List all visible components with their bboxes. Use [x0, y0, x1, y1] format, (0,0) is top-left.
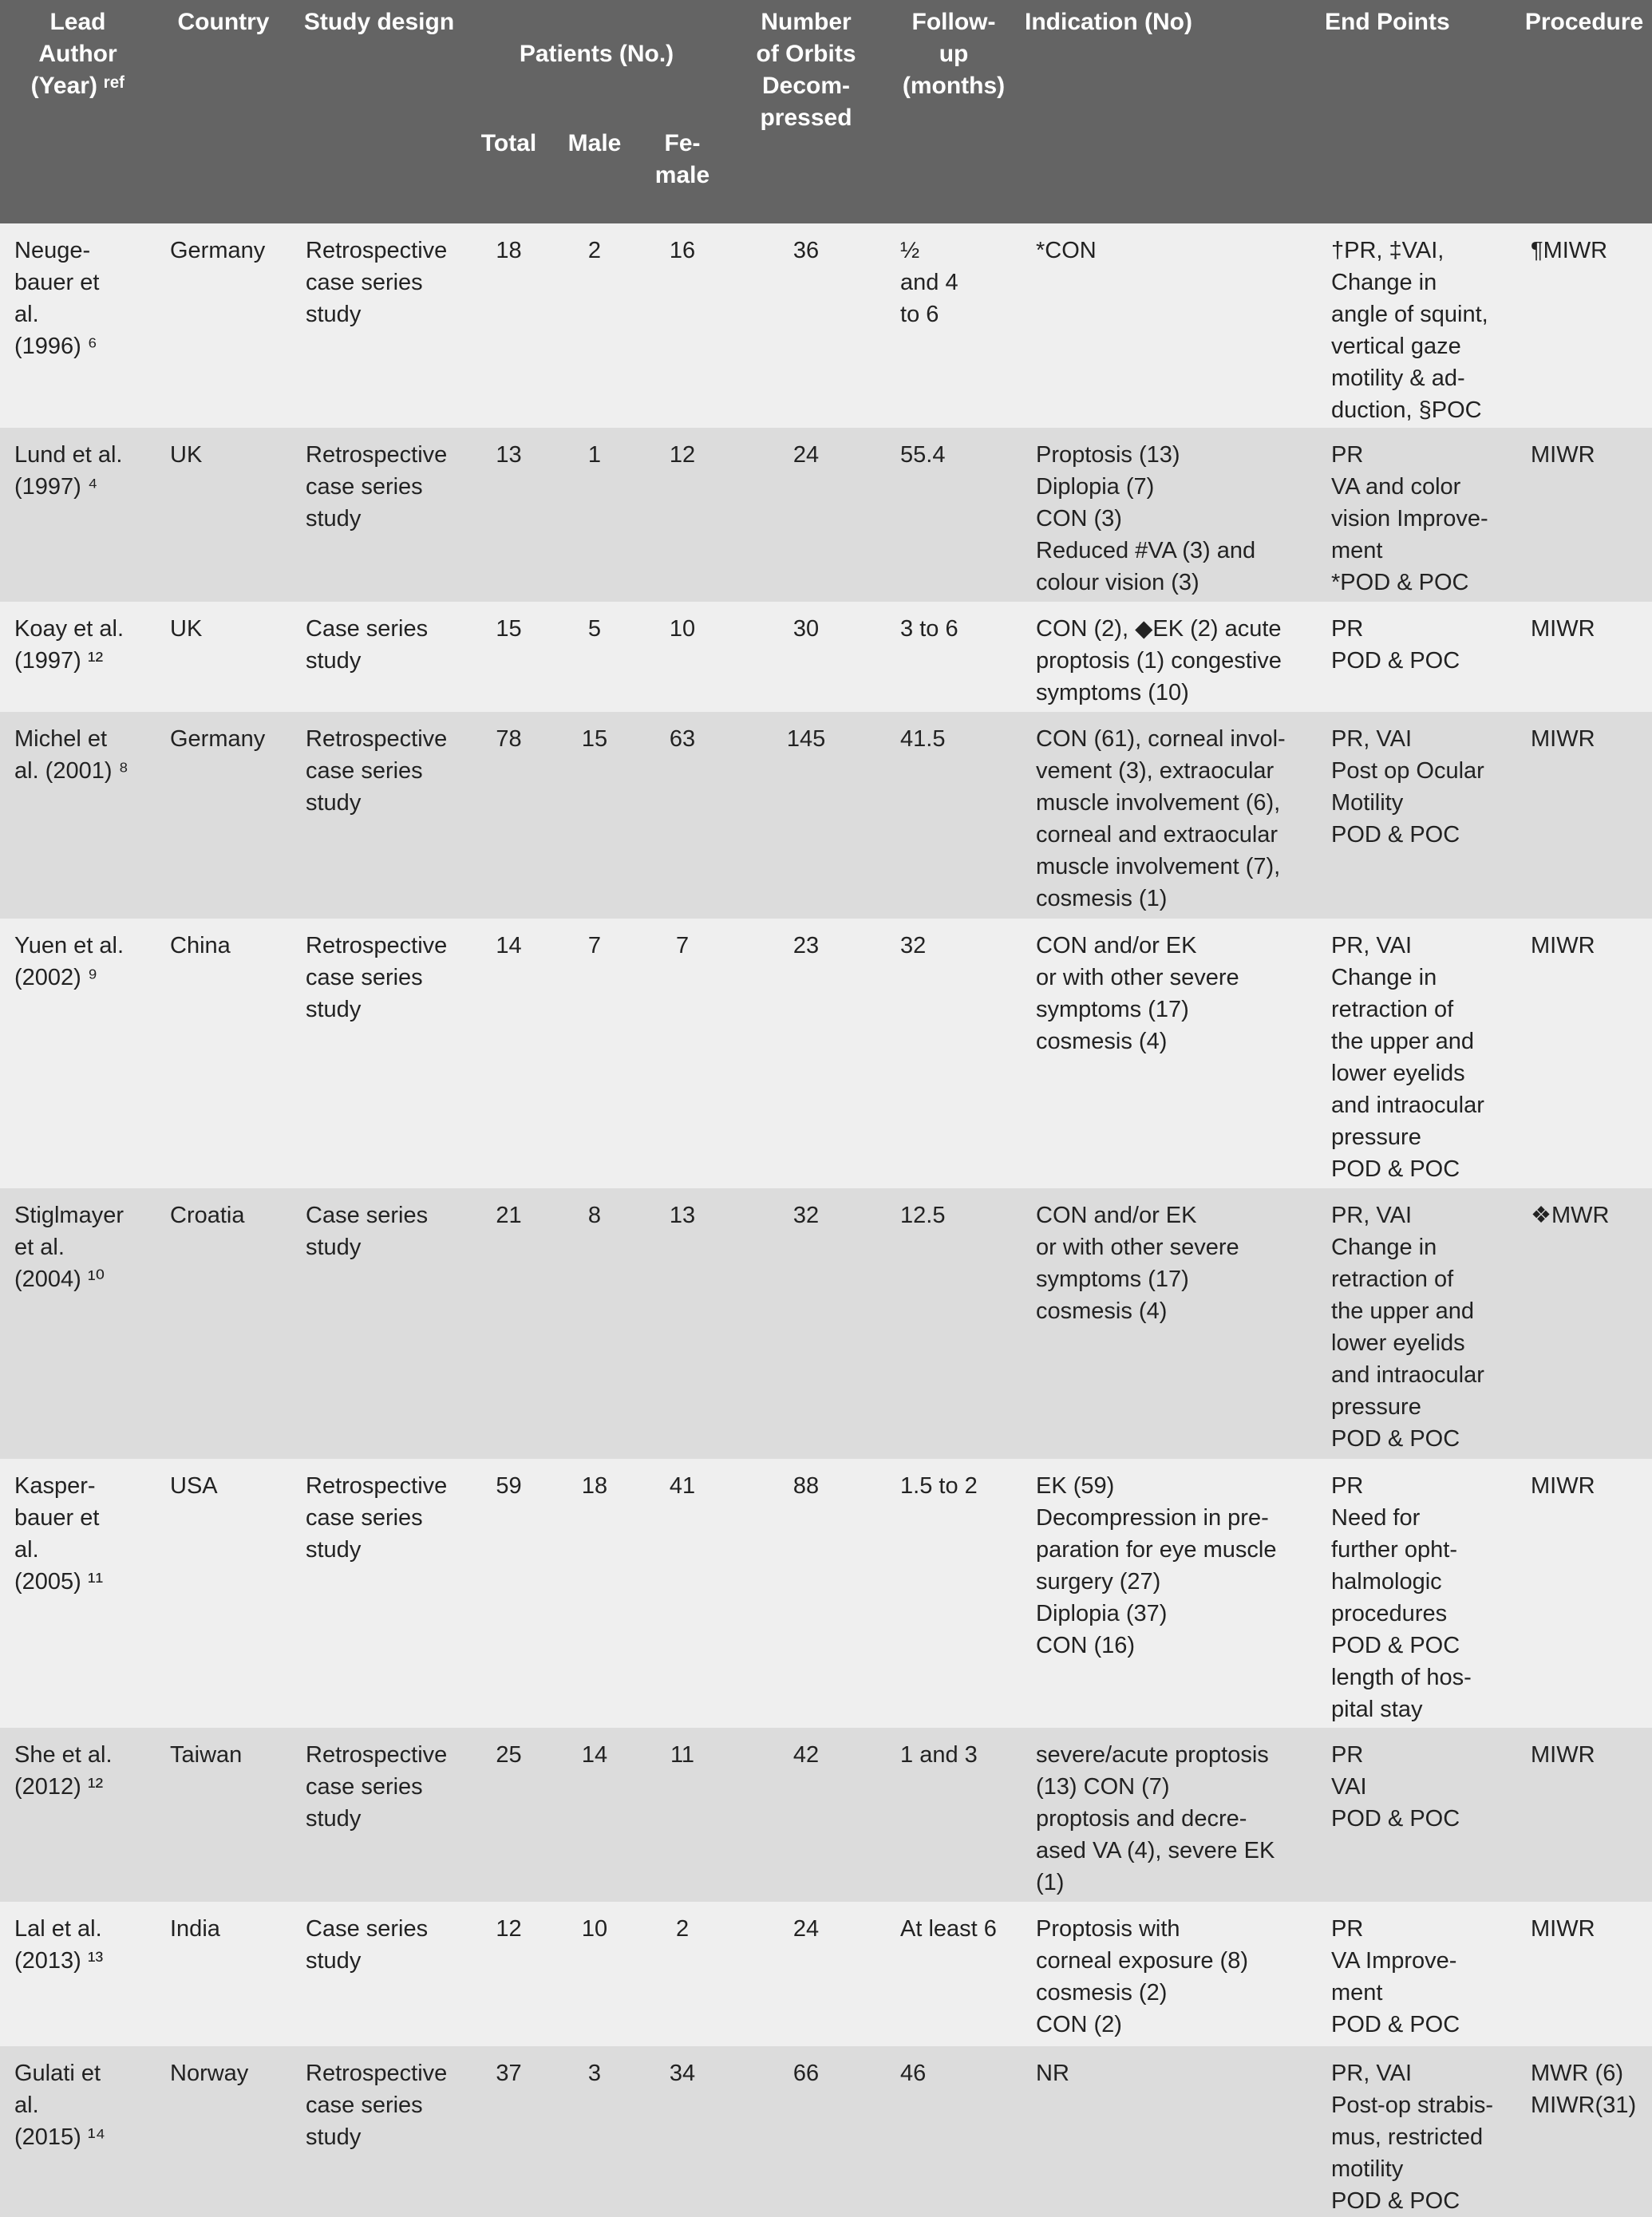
table-row — [0, 1188, 1652, 1459]
cell-country: UK — [156, 428, 291, 602]
cell-endpoints: PR, VAI Change in retraction of the upper and lower eyelids and intraocular pressure POD & POC — [1317, 1188, 1516, 1459]
table-row — [0, 1728, 1652, 1902]
cell-design: Retrospective case series study — [291, 1728, 467, 1902]
cell-orbits: 23 — [726, 919, 886, 1188]
cell-procedure: MIWR — [1516, 602, 1652, 712]
cell-followup: 41.5 — [886, 712, 1022, 919]
cell-procedure: MIWR — [1516, 919, 1652, 1188]
cell-female: 63 — [638, 712, 726, 919]
header-row — [0, 0, 1652, 223]
cell-endpoints: PR POD & POC — [1317, 602, 1516, 712]
cell-orbits: 24 — [726, 428, 886, 602]
cell-male: 5 — [551, 602, 638, 712]
cell-male: 7 — [551, 919, 638, 1188]
cell-indication: severe/acute proptosis (13) CON (7) proptosis and decre- ased VA (4), severe EK (1) — [1022, 1728, 1317, 1902]
cell-female: 11 — [638, 1728, 726, 1902]
cell-endpoints: PR, VAI Change in retraction of the upper and lower eyelids and intraocular pressure POD & POC — [1317, 919, 1516, 1188]
cell-procedure: MIWR — [1516, 1728, 1652, 1902]
cell-female: 13 — [638, 1188, 726, 1459]
cell-followup: 46 — [886, 2046, 1022, 2217]
header-country: Country — [156, 0, 291, 223]
cell-author: Michel et al. (2001) ⁸ — [0, 712, 156, 919]
cell-female: 7 — [638, 919, 726, 1188]
cell-country: Croatia — [156, 1188, 291, 1459]
cell-country: Norway — [156, 2046, 291, 2217]
cell-indication: NR — [1022, 2046, 1317, 2217]
table-row — [0, 223, 1652, 428]
cell-indication: Proptosis (13) Diplopia (7) CON (3) Reduced #VA (3) and colour vision (3) — [1022, 428, 1317, 602]
cell-orbits: 30 — [726, 602, 886, 712]
cell-orbits: 32 — [726, 1188, 886, 1459]
cell-design: Case series study — [291, 1902, 467, 2046]
cell-followup: 1 and 3 — [886, 1728, 1022, 1902]
cell-author: Lund et al. (1997) ⁴ — [0, 428, 156, 602]
cell-author: Neuge- bauer et al. (1996) ⁶ — [0, 223, 156, 428]
cell-followup: ½ and 4 to 6 — [886, 223, 1022, 428]
cell-country: Germany — [156, 712, 291, 919]
cell-male: 10 — [551, 1902, 638, 2046]
cell-author: Kasper- bauer et al. (2005) ¹¹ — [0, 1459, 156, 1728]
cell-procedure: ❖MWR — [1516, 1188, 1652, 1459]
cell-male: 18 — [551, 1459, 638, 1728]
cell-orbits: 145 — [726, 712, 886, 919]
table-row — [0, 2046, 1652, 2217]
cell-indication: CON (61), corneal invol- vement (3), extraocular muscle involvement (6), corneal and extraocular muscle involvement (7), cosmesis (1) — [1022, 712, 1317, 919]
cell-design: Retrospective case series study — [291, 712, 467, 919]
cell-country: Taiwan — [156, 1728, 291, 1902]
cell-country: USA — [156, 1459, 291, 1728]
cell-followup: 32 — [886, 919, 1022, 1188]
cell-total: 21 — [467, 1188, 551, 1459]
cell-followup: 55.4 — [886, 428, 1022, 602]
header-patients-label: Patients (No.) — [519, 41, 674, 67]
cell-endpoints: PR VAI POD & POC — [1317, 1728, 1516, 1902]
cell-country: India — [156, 1902, 291, 2046]
header-procedure: Procedure — [1516, 0, 1652, 223]
cell-followup: 3 to 6 — [886, 602, 1022, 712]
cell-followup: At least 6 — [886, 1902, 1022, 2046]
cell-indication: CON and/or EK or with other severe symptoms (17) cosmesis (4) — [1022, 1188, 1317, 1459]
cell-design: Retrospective case series study — [291, 919, 467, 1188]
cell-female: 2 — [638, 1902, 726, 2046]
cell-author: Yuen et al. (2002) ⁹ — [0, 919, 156, 1188]
header-orbits: Number of Orbits Decom- pressed — [726, 0, 886, 223]
header-followup: Follow- up (months) — [886, 0, 1022, 223]
cell-total: 37 — [467, 2046, 551, 2217]
cell-total: 12 — [467, 1902, 551, 2046]
cell-design: Case series study — [291, 1188, 467, 1459]
cell-male: 15 — [551, 712, 638, 919]
cell-endpoints: PR Need for further opht- halmologic procedures POD & POC length of hos- pital stay — [1317, 1459, 1516, 1728]
cell-design: Case series study — [291, 602, 467, 712]
cell-country: UK — [156, 602, 291, 712]
table-row — [0, 1902, 1652, 2046]
cell-female: 34 — [638, 2046, 726, 2217]
cell-procedure: MWR (6) MIWR(31) — [1516, 2046, 1652, 2217]
cell-male: 8 — [551, 1188, 638, 1459]
header-total: Total — [480, 130, 537, 156]
cell-total: 15 — [467, 602, 551, 712]
cell-indication: CON (2), ◆EK (2) acute proptosis (1) congestive symptoms (10) — [1022, 602, 1317, 712]
cell-design: Retrospective case series study — [291, 1459, 467, 1728]
cell-female: 41 — [638, 1459, 726, 1728]
cell-orbits: 88 — [726, 1459, 886, 1728]
cell-endpoints: PR, VAI Post-op strabis- mus, restricted motility POD & POC — [1317, 2046, 1516, 2217]
cell-total: 18 — [467, 223, 551, 428]
cell-male: 14 — [551, 1728, 638, 1902]
cell-female: 12 — [638, 428, 726, 602]
cell-indication: CON and/or EK or with other severe symptoms (17) cosmesis (4) — [1022, 919, 1317, 1188]
cell-endpoints: PR VA and color vision Improve- ment *POD & POC — [1317, 428, 1516, 602]
cell-procedure: MIWR — [1516, 712, 1652, 919]
cell-total: 25 — [467, 1728, 551, 1902]
cell-procedure: MIWR — [1516, 1459, 1652, 1728]
cell-endpoints: †PR, ‡VAI, Change in angle of squint, vertical gaze motility & ad- duction, §POC — [1317, 223, 1516, 428]
cell-orbits: 24 — [726, 1902, 886, 2046]
cell-male: 1 — [551, 428, 638, 602]
header-female: Fe- male — [654, 130, 710, 188]
header-author: Lead Author (Year) ʳᵉᶠ — [0, 0, 156, 223]
table-row — [0, 919, 1652, 1188]
table-row — [0, 1459, 1652, 1728]
cell-procedure: MIWR — [1516, 1902, 1652, 2046]
cell-followup: 1.5 to 2 — [886, 1459, 1022, 1728]
cell-endpoints: PR, VAI Post op Ocular Motility POD & POC — [1317, 712, 1516, 919]
cell-author: Gulati et al. (2015) ¹⁴ — [0, 2046, 156, 2217]
cell-procedure: MIWR — [1516, 428, 1652, 602]
cell-author: Stiglmayer et al. (2004) ¹⁰ — [0, 1188, 156, 1459]
header-indication: Indication (No) — [1022, 0, 1317, 223]
cell-procedure: ¶MIWR — [1516, 223, 1652, 428]
cell-orbits: 42 — [726, 1728, 886, 1902]
cell-author: She et al. (2012) ¹² — [0, 1728, 156, 1902]
cell-total: 59 — [467, 1459, 551, 1728]
cell-total: 14 — [467, 919, 551, 1188]
header-patients — [467, 0, 726, 223]
cell-indication: Proptosis with corneal exposure (8) cosmesis (2) CON (2) — [1022, 1902, 1317, 2046]
cell-orbits: 66 — [726, 2046, 886, 2217]
header-endpoints: End Points — [1317, 0, 1516, 223]
cell-female: 16 — [638, 223, 726, 428]
cell-followup: 12.5 — [886, 1188, 1022, 1459]
table-row — [0, 602, 1652, 712]
cell-country: China — [156, 919, 291, 1188]
cell-total: 78 — [467, 712, 551, 919]
cell-orbits: 36 — [726, 223, 886, 428]
header-design: Study design — [291, 0, 467, 223]
header-male: Male — [567, 130, 622, 156]
cell-endpoints: PR VA Improve- ment POD & POC — [1317, 1902, 1516, 2046]
cell-female: 10 — [638, 602, 726, 712]
table-row — [0, 428, 1652, 602]
cell-design: Retrospective case series study — [291, 428, 467, 602]
cell-indication: *CON — [1022, 223, 1317, 428]
cell-design: Retrospective case series study — [291, 223, 467, 428]
cell-male: 3 — [551, 2046, 638, 2217]
cell-author: Koay et al. (1997) ¹² — [0, 602, 156, 712]
cell-indication: EK (59) Decompression in pre- paration for eye muscle surgery (27) Diplopia (37) CON (16) — [1022, 1459, 1317, 1728]
cell-country: Germany — [156, 223, 291, 428]
table-row — [0, 712, 1652, 919]
cell-male: 2 — [551, 223, 638, 428]
cell-total: 13 — [467, 428, 551, 602]
cell-design: Retrospective case series study — [291, 2046, 467, 2217]
cell-author: Lal et al. (2013) ¹³ — [0, 1902, 156, 2046]
